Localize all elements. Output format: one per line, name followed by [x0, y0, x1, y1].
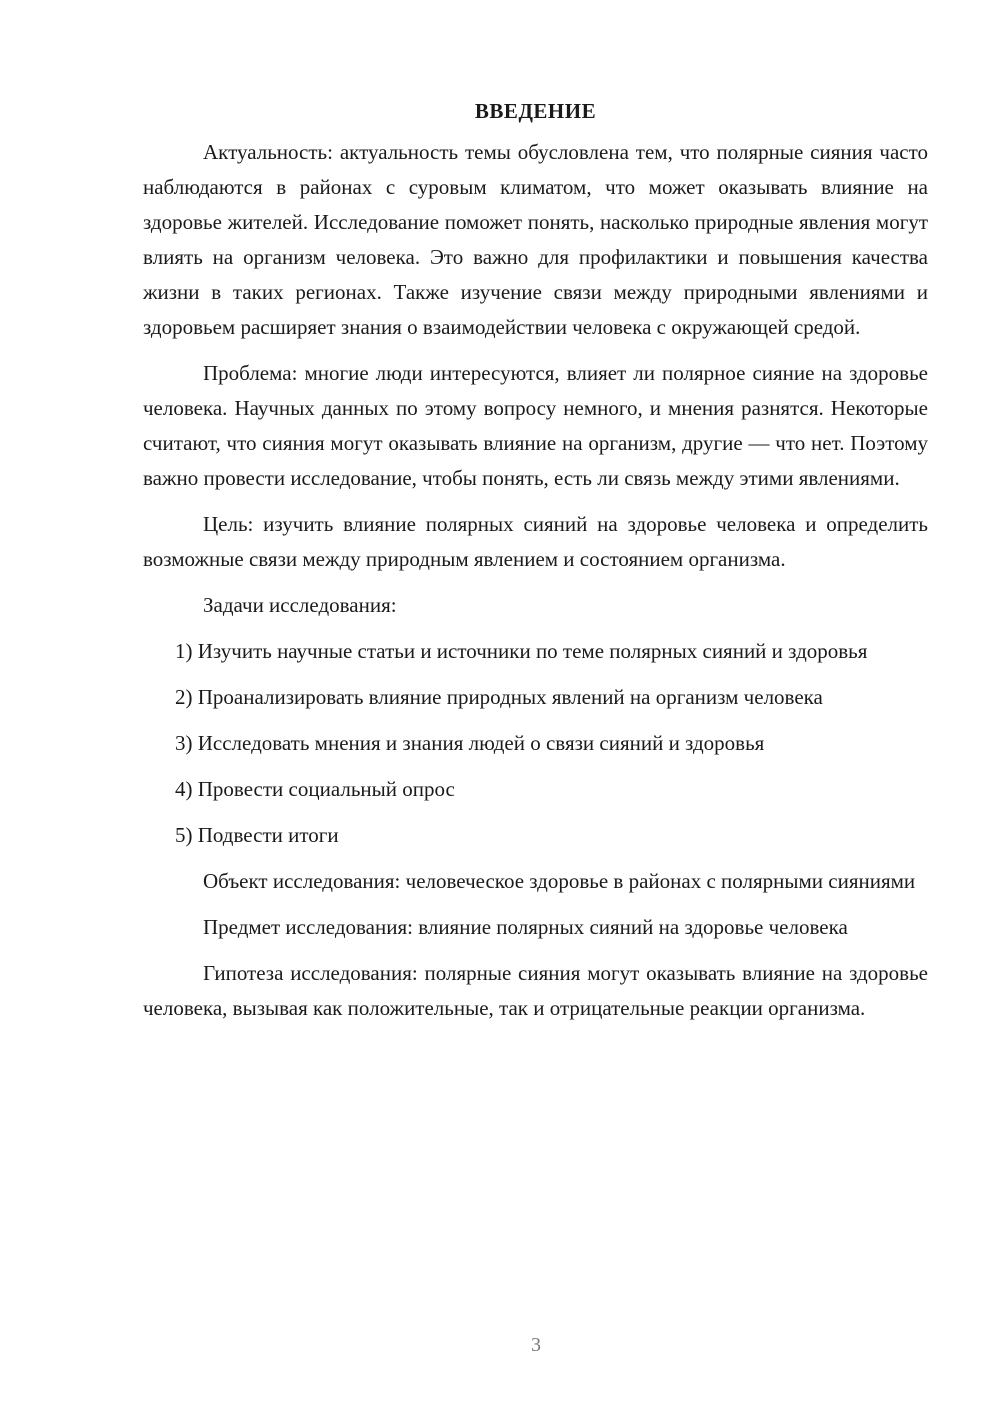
hypothesis-paragraph: Гипотеза исследования: полярные сияния могут оказывать влияние на здоровье человека, вызывая как положительные, так и отрицательные реакции организма.: [143, 961, 928, 1020]
document-page: [143, 94, 928, 1026]
object-paragraph: Объект исследования: человеческое здоровье в районах с полярными сияниями: [203, 869, 916, 893]
page-number: 3: [531, 1334, 541, 1356]
goal-paragraph: Цель: изучить влияние полярных сияний на здоровье человека и определить возможные связи между природным явлением и состоянием организма.: [143, 512, 928, 571]
tasks-heading: Задачи исследования:: [203, 593, 397, 617]
task-item-4: 4) Провести социальный опрос: [175, 777, 455, 801]
subject-paragraph: Предмет исследования: влияние полярных сияний на здоровье человека: [203, 915, 848, 939]
task-item-3: 3) Исследовать мнения и знания людей о связи сияний и здоровья: [175, 731, 765, 755]
task-item-1: 1) Изучить научные статьи и источники по теме полярных сияний и здоровья: [175, 639, 868, 663]
task-item-5: 5) Подвести итоги: [175, 823, 339, 847]
task-item-2: 2) Проанализировать влияние природных явлений на организм человека: [175, 685, 823, 709]
relevance-paragraph: Актуальность: актуальность темы обусловлена тем, что полярные сияния часто наблюдаются в районах с суровым климатом, что может оказывать влияние на здоровье жителей. Исследование поможет понять, насколько природные явления могут влиять на организм человека. Это важно для профилактики и повышения качества жизни в таких регионах. Также изучение связи между природными явлениями и здоровьем расширяет знания о взаимодействии человека с окружающей средой.: [143, 140, 928, 339]
problem-paragraph: Проблема: многие люди интересуются, влияет ли полярное сияние на здоровье человека. Научных данных по этому вопросу немного, и мнения разнятся. Некоторые считают, что сияния могут оказывать влияние на организм, другие — что нет. Поэтому важно провести исследование, чтобы понять, есть ли связь между этими явлениями.: [143, 361, 928, 490]
page-title: ВВЕДЕНИЕ: [474, 99, 597, 123]
